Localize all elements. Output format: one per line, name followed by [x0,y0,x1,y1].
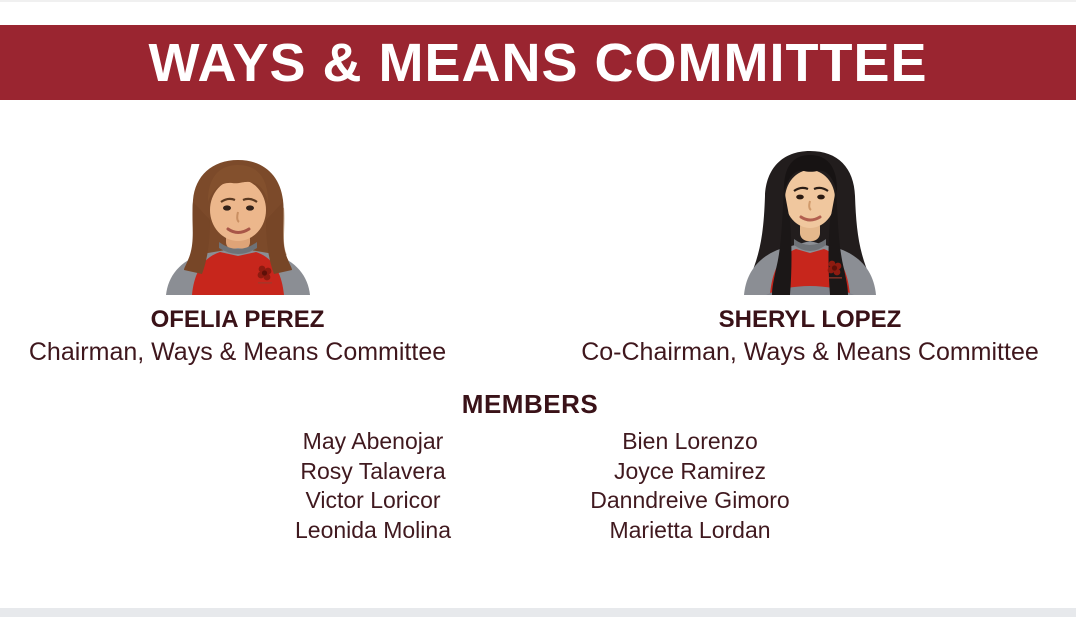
chair-card-chairman [15,151,460,367]
chair-photo-sheryl-lopez [575,151,1045,295]
members-column-right [557,427,823,545]
portrait-ofelia-perez [158,158,318,295]
chair-card-co-chairman [575,151,1045,367]
chair-photo-ofelia-perez [15,151,460,295]
member-name: Marietta Lordan [609,516,771,543]
chair-name: OFELIA PEREZ [150,306,325,333]
member-name: Victor Loricor [305,487,441,513]
portrait-sheryl-lopez [732,149,888,295]
chair-role: Co-Chairman, Ways & Means Committee [581,338,1039,366]
members-column-left [240,427,506,545]
chair-name: SHERYL LOPEZ [718,306,902,333]
member-name: Leonida Molina [294,516,451,543]
chair-role: Chairman, Ways & Means Committee [28,338,447,366]
bottom-edge-bar [0,608,1076,617]
member-name: Rosy Talavera [300,457,446,484]
members-heading: MEMBERS [461,389,599,419]
member-name: Bien Lorenzo [622,428,758,454]
member-name: Joyce Ramirez [613,457,767,484]
page-title: WAYS & MEANS COMMITTEE [148,32,928,93]
top-edge-divider [0,0,1076,2]
member-name: May Abenojar [302,428,444,454]
header-banner [0,25,1076,100]
member-name: Danndreive Gimoro [590,487,790,513]
